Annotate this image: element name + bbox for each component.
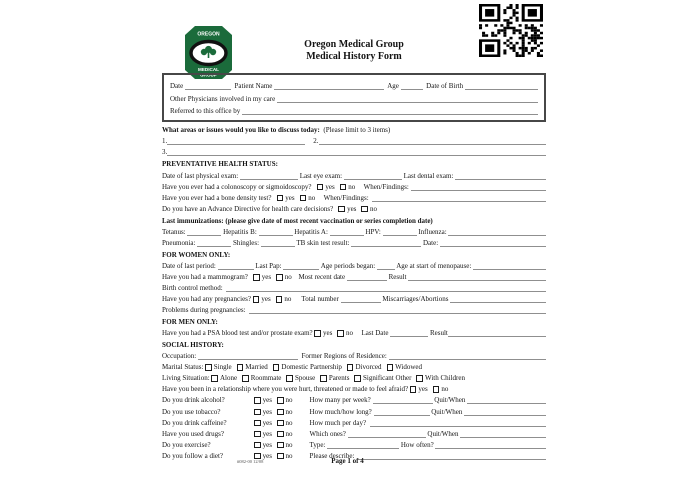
label: Pneumonia:	[162, 238, 198, 247]
last-eye-exam-field[interactable]	[344, 172, 402, 180]
checkbox-option	[276, 273, 292, 282]
label: Result	[428, 329, 448, 338]
discuss-item-3	[162, 146, 546, 157]
label: Miscarriages/Abortions	[380, 295, 451, 304]
checkbox-option	[387, 363, 423, 372]
tetanus-field[interactable]	[187, 228, 221, 236]
checkbox-exercise-yes[interactable]	[254, 442, 261, 449]
form-title	[162, 39, 546, 62]
form-title-line2: Medical History Form	[306, 50, 402, 62]
checkbox-option	[277, 396, 293, 405]
psa-last-date-field[interactable]	[390, 329, 428, 337]
checkbox-hurt-relationship-yes[interactable]	[410, 386, 417, 393]
checkbox-option	[337, 329, 353, 338]
label: Quit/When	[429, 407, 465, 416]
checkbox-alcohol-no[interactable]	[277, 397, 284, 404]
social-history-heading	[162, 339, 546, 350]
alcohol-per-week-field[interactable]	[373, 396, 433, 404]
label: Do you drink alcohol?	[162, 396, 225, 405]
checkbox-pregnancies-yes[interactable]	[253, 296, 260, 303]
label: Occupation:	[162, 352, 198, 361]
safety-row	[162, 383, 546, 394]
last-period-field[interactable]	[218, 262, 254, 270]
checkbox-living-with-children[interactable]	[416, 375, 423, 382]
checkbox-label: Widowed	[395, 363, 423, 372]
checkbox-label: With Children	[425, 374, 465, 383]
patient-info-row-3	[170, 103, 538, 116]
bone-density-findings-field[interactable]	[372, 194, 546, 202]
alcohol-quit-field[interactable]	[467, 396, 546, 404]
tobacco-quit-field[interactable]	[464, 408, 546, 416]
label: 1.	[162, 137, 168, 146]
checkbox-option	[410, 385, 428, 394]
discuss-heading	[162, 124, 546, 135]
checkbox-label: no	[345, 329, 353, 338]
exercise-row	[162, 438, 546, 449]
checkbox-label: yes	[262, 407, 272, 416]
pregnancies-row	[162, 292, 546, 303]
psa-row	[162, 327, 546, 338]
age-periods-began-field[interactable]	[377, 262, 395, 270]
form-body	[162, 124, 546, 460]
checkbox-advance-directive-no[interactable]	[361, 206, 368, 213]
checkbox-option	[253, 295, 271, 304]
checkbox-option	[254, 396, 272, 405]
preventative-heading	[162, 158, 546, 169]
checkbox-label: no	[348, 182, 356, 191]
checkbox-label: no	[285, 429, 293, 438]
checkbox-marital-single[interactable]	[205, 364, 212, 371]
immunizations-row-1	[162, 225, 546, 236]
caffeine-row	[162, 416, 546, 427]
label: PREVENTATIVE HEALTH STATUS:	[162, 160, 278, 169]
label: What areas or issues would you like to discuss today:	[162, 126, 320, 135]
label: Which ones?	[309, 429, 348, 438]
logo-text-top: OREGON	[197, 31, 220, 38]
immunizations-heading	[162, 214, 546, 225]
drugs-quit-field[interactable]	[460, 430, 546, 438]
psa-result-field[interactable]	[448, 329, 546, 337]
checkbox-living-spouse[interactable]	[286, 375, 293, 382]
referred-by-field[interactable]	[242, 107, 538, 115]
checkbox-label: yes	[418, 385, 428, 394]
label: Birth control method:	[162, 283, 227, 292]
checkbox-label: Single	[213, 363, 232, 372]
label: Problems during pregnancies:	[162, 306, 250, 315]
checkbox-bone-density-yes[interactable]	[277, 195, 284, 202]
checkbox-label: no	[441, 385, 449, 394]
checkbox-option	[242, 374, 281, 383]
label: Last eye exam:	[297, 171, 344, 180]
discuss-item-2-field[interactable]	[319, 137, 547, 145]
checkbox-marital-domestic-partnership[interactable]	[273, 364, 280, 371]
checkbox-pregnancies-no[interactable]	[276, 296, 283, 303]
checkbox-label: yes	[262, 440, 272, 449]
checkbox-label: Significant Other	[363, 374, 412, 383]
label: When/Findings:	[360, 182, 411, 191]
checkbox-label: no	[285, 407, 293, 416]
discuss-items-1-2	[162, 135, 546, 146]
checkbox-label: Domestic Partnership	[281, 363, 342, 372]
label: 2.	[313, 137, 319, 146]
checkbox-marital-divorced[interactable]	[347, 364, 354, 371]
label: How many per week?	[309, 396, 373, 405]
checkbox-option	[205, 363, 231, 372]
checkbox-label: Alone	[219, 374, 238, 383]
alcohol-row	[162, 394, 546, 405]
checkbox-label: no	[370, 204, 378, 213]
tobacco-how-much-field[interactable]	[374, 408, 430, 416]
checkbox-option	[254, 430, 272, 439]
checkbox-label: yes	[347, 204, 357, 213]
checkbox-option	[416, 374, 465, 383]
label: Tetanus:	[162, 227, 188, 236]
label: Living Situation:	[162, 374, 212, 383]
mammogram-date-field[interactable]	[347, 273, 387, 281]
label: Patient Name	[230, 82, 275, 91]
label: Have you had a mammogram?	[162, 272, 254, 281]
last-pap-field[interactable]	[283, 262, 319, 270]
checkbox-psa-no[interactable]	[337, 330, 344, 337]
checkbox-option	[273, 363, 342, 372]
label: How much per day?	[309, 418, 370, 427]
label: SOCIAL HISTORY:	[162, 341, 224, 350]
checkbox-option	[286, 374, 315, 383]
exercise-often-field[interactable]	[435, 441, 546, 449]
patient-info-box	[162, 73, 546, 122]
colonoscopy-findings-field[interactable]	[411, 183, 546, 191]
label: FOR MEN ONLY:	[162, 318, 218, 327]
checkbox-label: yes	[262, 451, 272, 460]
tb-skin-test-field[interactable]	[351, 239, 421, 247]
label: Age	[384, 82, 401, 91]
checkbox-option	[254, 419, 272, 428]
tb-date-field[interactable]	[440, 239, 546, 247]
discuss-item-1-field[interactable]	[167, 137, 305, 145]
label: Date of last physical exam:	[162, 171, 240, 180]
label: Have you had any pregnancies?	[162, 295, 253, 304]
checkbox-option	[433, 385, 449, 394]
menopause-age-field[interactable]	[473, 262, 546, 270]
checkbox-label: no	[284, 272, 292, 281]
patient-info-row-2	[170, 91, 538, 104]
checkbox-colonoscopy-no[interactable]	[340, 184, 347, 191]
form-title-line1: Oregon Medical Group	[304, 39, 404, 50]
label: Do you exercise?	[162, 440, 211, 449]
bone-density-row	[162, 191, 546, 202]
logo-text-group: GROUP	[200, 72, 217, 78]
birth-control-row	[162, 281, 546, 292]
label: Have you had a PSA blood test and/or prostate exam?	[162, 329, 315, 338]
immunizations-row-2	[162, 236, 546, 247]
tobacco-row	[162, 405, 546, 416]
checkbox-label: yes	[262, 418, 272, 427]
former-regions-field[interactable]	[389, 352, 546, 360]
patient-info-row-1	[170, 78, 538, 91]
label: Hepatitis B:	[221, 227, 259, 236]
checkbox-marital-married[interactable]	[237, 364, 244, 371]
checkbox-label: yes	[262, 429, 272, 438]
checkbox-option	[314, 329, 332, 338]
checkbox-label: Spouse	[295, 374, 316, 383]
checkbox-option	[211, 374, 237, 383]
checkbox-option	[254, 408, 272, 417]
exam-dates-row	[162, 169, 546, 180]
drugs-row	[162, 427, 546, 438]
checkbox-tobacco-yes[interactable]	[254, 409, 261, 416]
checkbox-caffeine-no[interactable]	[277, 420, 284, 427]
form-content	[162, 0, 546, 460]
date-field[interactable]	[185, 82, 231, 90]
label: (Please limit to 3 items)	[319, 126, 391, 135]
mammogram-row	[162, 270, 546, 281]
checkbox-option	[276, 295, 292, 304]
pregnancy-problems-field[interactable]	[249, 306, 546, 314]
checkbox-bone-density-no[interactable]	[300, 195, 307, 202]
exercise-type-field[interactable]	[327, 441, 399, 449]
checkbox-label: Roommate	[250, 374, 282, 383]
label: Hepatitis A:	[292, 227, 330, 236]
label: Last immunizations: (please give date of most recent vaccination or series completion date)	[162, 216, 433, 225]
occupation-row	[162, 350, 546, 361]
label: Referred to this office by	[170, 107, 242, 116]
shingles-field[interactable]	[261, 239, 295, 247]
checkbox-label: Married	[245, 363, 268, 372]
checkbox-option	[277, 194, 295, 203]
caffeine-per-day-field[interactable]	[370, 419, 546, 427]
checkbox-label: Parents	[328, 374, 350, 383]
checkbox-option	[361, 205, 377, 214]
label: Former Regions of Residence:	[297, 352, 389, 361]
label: Shingles:	[231, 238, 261, 247]
advance-directive-row	[162, 202, 546, 213]
checkbox-label: yes	[323, 329, 333, 338]
hpv-field[interactable]	[383, 228, 417, 236]
label: Do you use tobacco?	[162, 407, 221, 416]
checkbox-option	[253, 273, 271, 282]
checkbox-option	[300, 194, 316, 203]
last-dental-exam-field[interactable]	[455, 172, 546, 180]
label: Last Pap:	[253, 261, 284, 270]
living-situation-row	[162, 372, 546, 383]
label: Last Date	[357, 329, 391, 338]
checkbox-option	[277, 419, 293, 428]
label: FOR WOMEN ONLY:	[162, 250, 231, 259]
checkbox-option	[354, 374, 411, 383]
men-only-heading	[162, 316, 546, 327]
checkbox-option	[277, 430, 293, 439]
checkbox-option	[340, 183, 356, 192]
pregnancies-total-field[interactable]	[341, 295, 381, 303]
checkbox-label: yes	[261, 272, 272, 281]
checkbox-label: no	[285, 440, 293, 449]
label: 3.	[162, 148, 168, 157]
label: Do you follow a diet?	[162, 451, 224, 460]
label: Have you ever had a bone density test?	[162, 193, 277, 202]
page-number: Page 1 of 4	[331, 457, 364, 465]
label: TB skin test result:	[294, 238, 352, 247]
label: Influenza:	[416, 227, 449, 236]
label: Do you have an Advance Directive for health care decisions?	[162, 204, 339, 213]
label: How much/how long?	[309, 407, 374, 416]
label: Date of Birth	[422, 82, 465, 91]
date-of-birth-field[interactable]	[465, 82, 538, 90]
checkbox-label: no	[285, 396, 293, 405]
label: When/Findings:	[320, 193, 373, 202]
label: Please describe:	[309, 451, 358, 460]
label: Total number	[296, 295, 341, 304]
label: Age periods began:	[319, 261, 377, 270]
checkbox-exercise-no[interactable]	[277, 442, 284, 449]
checkbox-label: yes	[261, 295, 271, 304]
drugs-which-field[interactable]	[348, 430, 426, 438]
checkbox-label: yes	[285, 193, 295, 202]
checkbox-option	[254, 441, 272, 450]
checkbox-hurt-relationship-no[interactable]	[433, 386, 440, 393]
checkbox-tobacco-no[interactable]	[277, 409, 284, 416]
label: Do you drink caffeine?	[162, 418, 227, 427]
checkbox-living-parents[interactable]	[320, 375, 327, 382]
label: Date of last period:	[162, 261, 218, 270]
checkbox-label: no	[285, 451, 293, 460]
checkbox-marital-widowed[interactable]	[387, 364, 394, 371]
label: Quit/When	[425, 429, 461, 438]
label: HPV:	[363, 227, 383, 236]
label: Have you ever had a colonoscopy or sigmoidoscopy?	[162, 182, 317, 191]
period-row	[162, 259, 546, 270]
checkbox-option	[277, 408, 293, 417]
checkbox-label: no	[308, 193, 316, 202]
checkbox-option	[347, 363, 382, 372]
checkbox-label: Divorced	[355, 363, 382, 372]
discuss-item-3-field[interactable]	[167, 148, 546, 156]
colonoscopy-row	[162, 180, 546, 191]
label: Result	[386, 272, 409, 281]
checkbox-advance-directive-yes[interactable]	[338, 206, 345, 213]
women-only-heading	[162, 248, 546, 259]
label: Quit/When	[432, 396, 468, 405]
checkbox-drugs-yes[interactable]	[254, 431, 261, 438]
checkbox-living-significant-other[interactable]	[354, 375, 361, 382]
pneumonia-field[interactable]	[197, 239, 231, 247]
checkbox-living-roommate[interactable]	[242, 375, 249, 382]
label: Other Physicians involved in my care	[170, 94, 277, 103]
last-physical-exam-field[interactable]	[240, 172, 298, 180]
occupation-field[interactable]	[198, 352, 298, 360]
marital-status-row	[162, 361, 546, 372]
checkbox-option	[338, 205, 356, 214]
label: Type:	[309, 440, 328, 449]
miscarriages-abortions-field[interactable]	[450, 295, 546, 303]
label: Date	[170, 82, 185, 91]
checkbox-mammogram-yes[interactable]	[253, 274, 260, 281]
checkbox-colonoscopy-yes[interactable]	[317, 184, 324, 191]
checkbox-living-alone[interactable]	[211, 375, 218, 382]
label: Have you been in a relationship where you were hurt, threatened or made to feel afraid?	[162, 385, 410, 394]
label: How often?	[399, 440, 436, 449]
checkbox-label: yes	[325, 182, 335, 191]
age-field[interactable]	[401, 82, 423, 90]
checkbox-drugs-no[interactable]	[277, 431, 284, 438]
checkbox-option	[320, 374, 349, 383]
label: Date:	[421, 238, 440, 247]
checkbox-label: no	[285, 418, 293, 427]
hepatitis-a-field[interactable]	[330, 228, 364, 236]
checkbox-option	[317, 183, 335, 192]
checkbox-label: yes	[262, 396, 272, 405]
other-physicians-field[interactable]	[277, 95, 538, 103]
logo-text-medical: MEDICAL	[198, 67, 219, 72]
label: Most recent date	[296, 272, 347, 281]
mammogram-result-field[interactable]	[408, 273, 546, 281]
checkbox-mammogram-no[interactable]	[276, 274, 283, 281]
checkbox-psa-yes[interactable]	[314, 330, 321, 337]
influenza-field[interactable]	[448, 228, 546, 236]
label: Last dental exam:	[401, 171, 456, 180]
form-number: #082-00 12/08	[237, 459, 264, 464]
pregnancy-problems-row	[162, 304, 546, 315]
checkbox-option	[277, 441, 293, 450]
birth-control-field[interactable]	[226, 284, 546, 292]
checkbox-caffeine-yes[interactable]	[254, 420, 261, 427]
label: Have you used drugs?	[162, 429, 225, 438]
checkbox-option	[237, 363, 268, 372]
label: Age at start of menopause:	[394, 261, 474, 270]
checkbox-label: no	[284, 295, 292, 304]
label: Marital Status:	[162, 363, 206, 372]
patient-name-field[interactable]	[274, 82, 384, 90]
hepatitis-b-field[interactable]	[259, 228, 293, 236]
checkbox-alcohol-yes[interactable]	[254, 397, 261, 404]
